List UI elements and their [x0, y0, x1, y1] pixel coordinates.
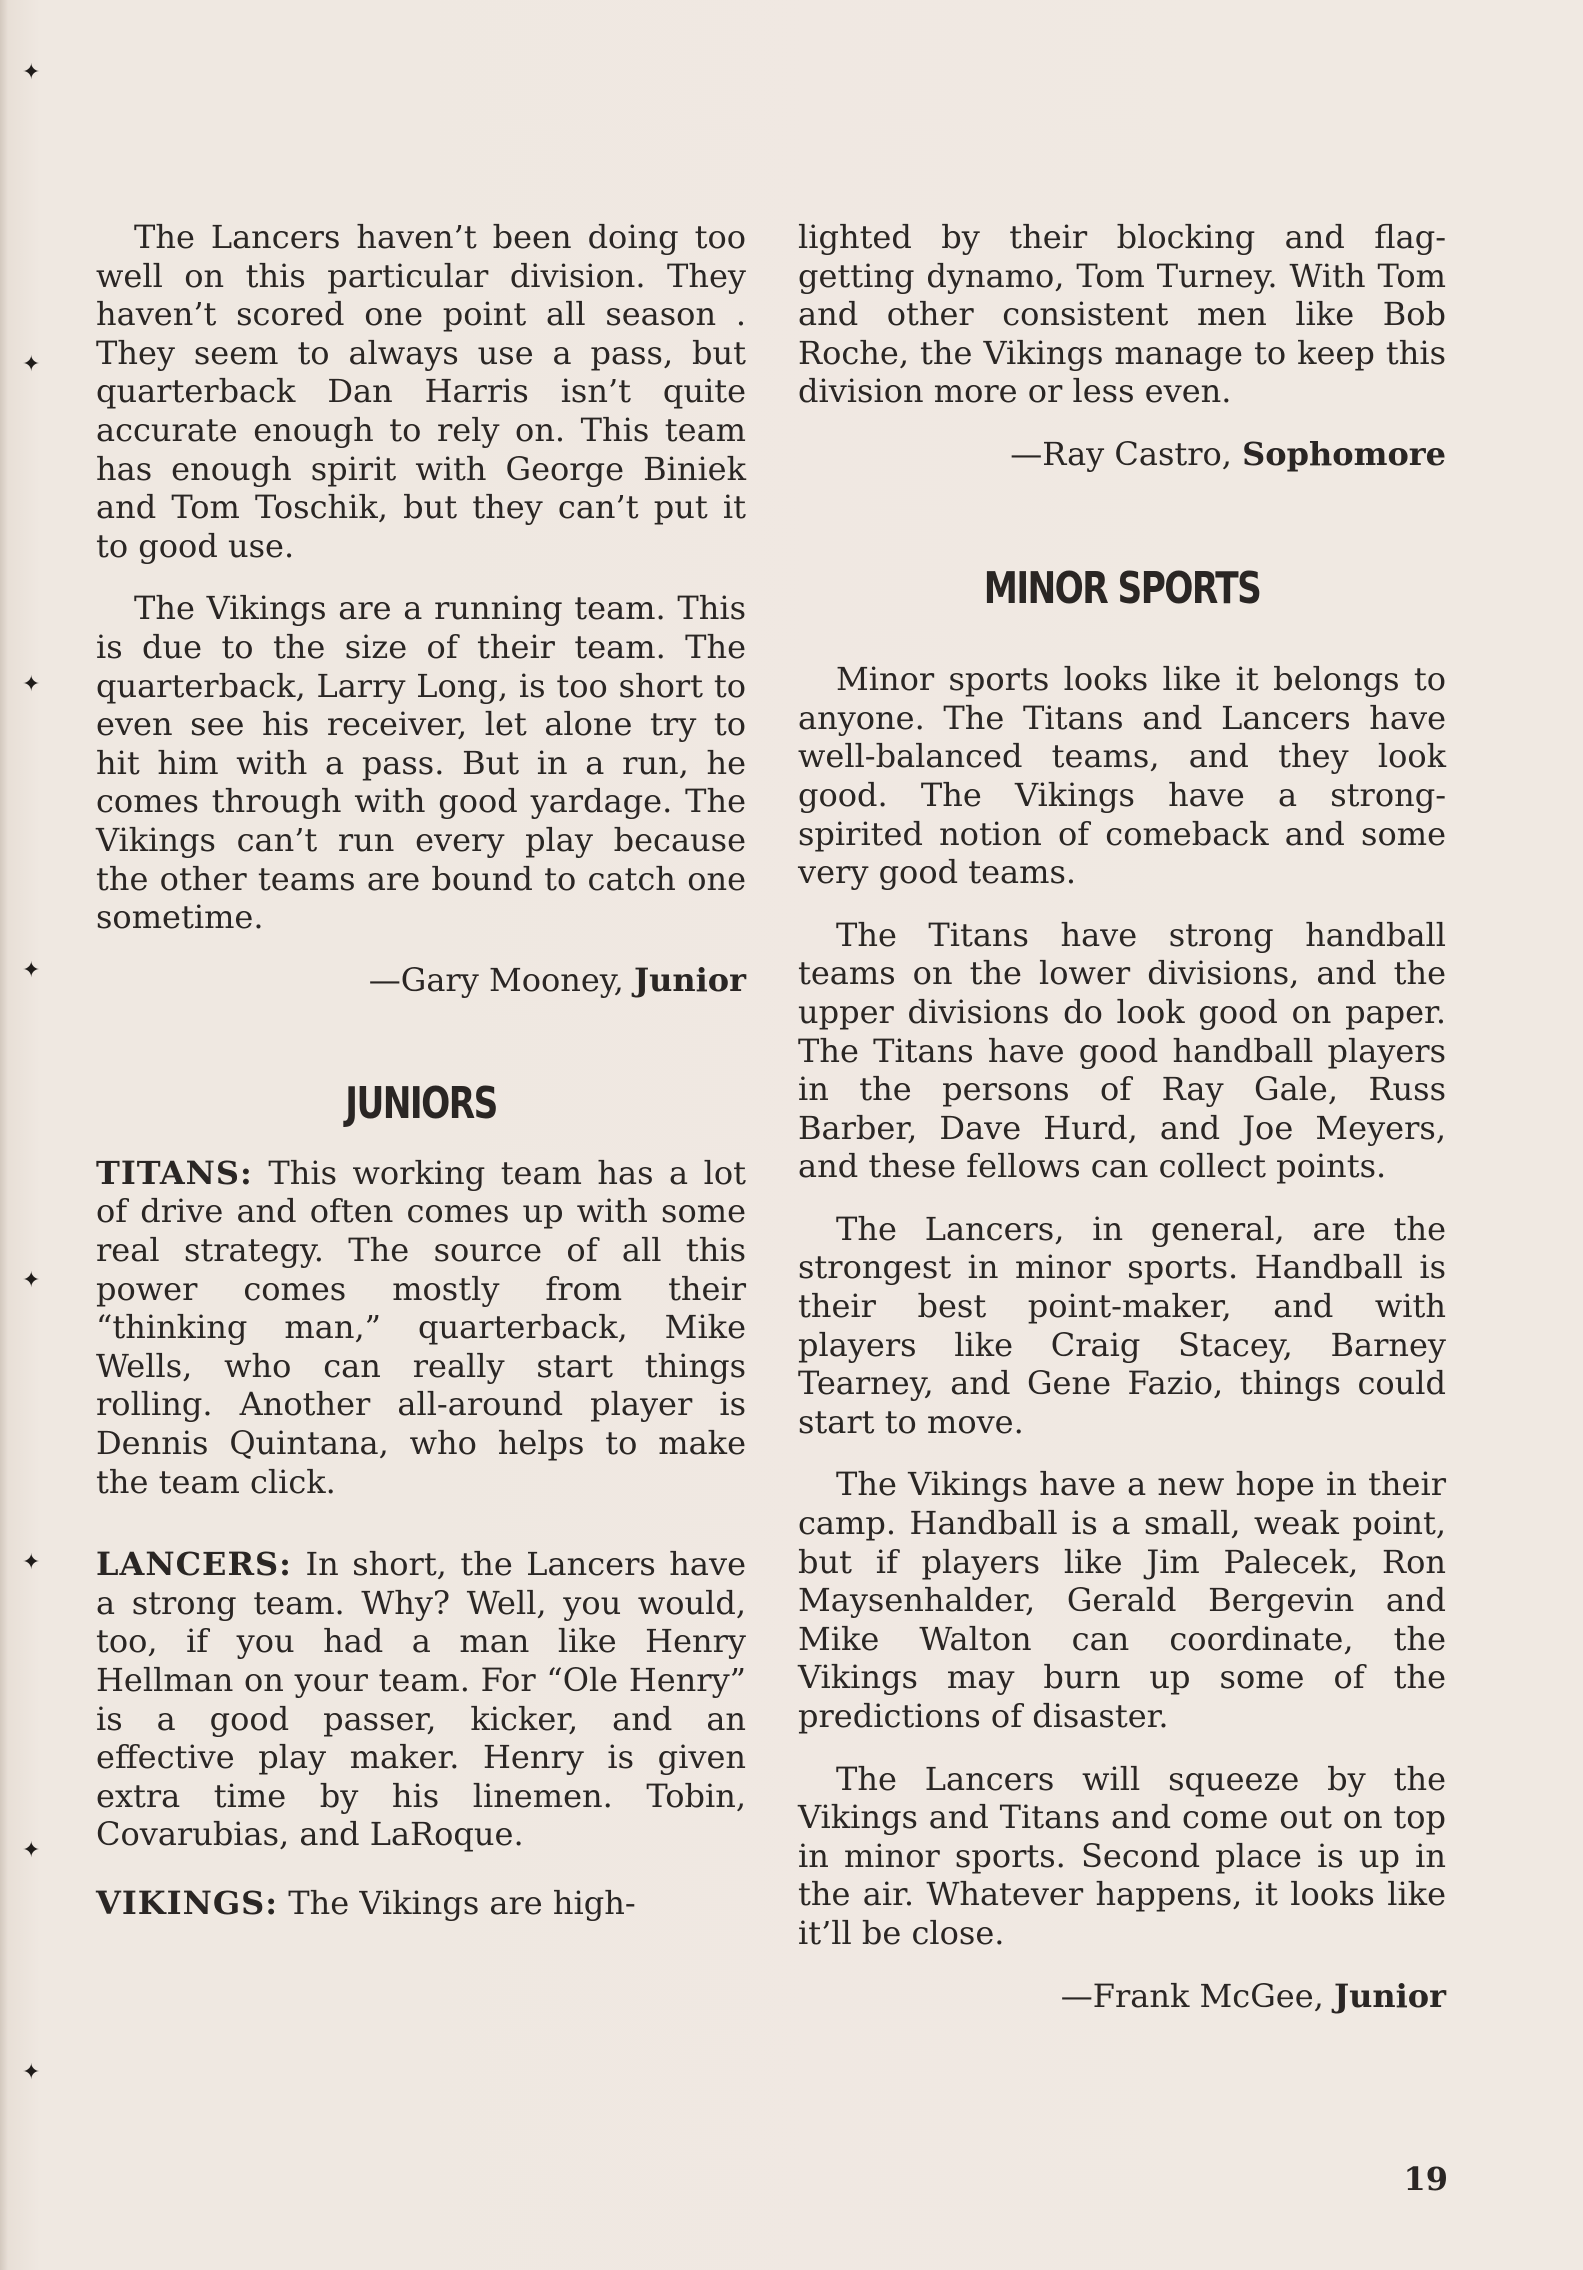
byline: [96, 961, 746, 1000]
team-paragraph-titans: [96, 1154, 746, 1501]
team-label: VIKINGS:: [96, 1883, 279, 1922]
byline-name: —Frank McGee,: [1060, 1976, 1324, 2015]
team-text: The Vikings are high-: [288, 1883, 636, 1922]
right-column: [798, 218, 1446, 2039]
binding-hole-mark: ✦: [22, 958, 41, 983]
byline-class: Junior: [633, 960, 746, 999]
byline-name: —Ray Castro,: [1010, 434, 1232, 473]
page-number: 19: [1403, 2160, 1448, 2198]
binding-hole-mark: ✦: [22, 672, 41, 697]
binding-hole-mark: ✦: [22, 352, 41, 377]
byline: [798, 1977, 1446, 2016]
paragraph: The Vikings have a new hope in their camp. Handball is a small, weak point, but if players like Jim Palecek, Ron Maysenhalder, Gerald Bergevin and Mike Walton can coordinate, the Vikings may burn up some of the predictions of disaster.: [798, 1465, 1446, 1735]
binding-hole-mark: ✦: [22, 1838, 41, 1863]
section-heading-juniors: JUNIORS: [345, 1078, 497, 1130]
team-paragraph-vikings: [96, 1884, 746, 1923]
paragraph: The Lancers haven’t been doing too well on this particular division. They haven’t scored one point all season . They seem to always use a pass, but quarterback Dan Harris isn’t quite accurate enough to rely on. This team has enough spirit with George Biniek and Tom Toschik, but they can’t put it to good use.: [96, 218, 746, 565]
byline: [798, 435, 1446, 474]
binding-edge: [0, 0, 8, 2270]
team-paragraph-lancers: [96, 1545, 746, 1854]
binding-hole-mark: ✦: [22, 60, 41, 85]
binding-hole-mark: ✦: [22, 2060, 41, 2085]
paragraph: The Lancers will squeeze by the Vikings and Titans and come out on top in minor sports. Second place is up in the air. Whatever happens, it looks like it’ll be close.: [798, 1759, 1446, 1952]
binding-hole-mark: ✦: [22, 1268, 41, 1293]
paragraph: Minor sports looks like it belongs to anyone. The Titans and Lancers have well-balanced teams, and they look good. The Vikings have a strong-spirited notion of comeback and some very good teams.: [798, 660, 1446, 892]
paragraph: The Vikings are a running team. This is due to the size of their team. The quarterback, Larry Long, is too short to even see his receiver, let alone try to hit him with a pass. But in a run, he comes through with good yardage. The Vikings can’t run every play because the other teams are bound to catch one sometime.: [96, 589, 746, 937]
binding-hole-mark: ✦: [22, 1550, 41, 1575]
byline-name: —Gary Mooney,: [368, 960, 624, 999]
paragraph: lighted by their blocking and flaggetting dynamo, Tom Turney. With Tom and other consistent men like Bob Roche, the Vikings manage to keep this division more or less even.: [798, 218, 1446, 411]
byline-class: Sophomore: [1242, 434, 1446, 473]
section-heading-minor-sports: MINOR SPORTS: [983, 562, 1261, 614]
team-label: LANCERS:: [96, 1545, 292, 1584]
team-text: In short, the Lancers have a strong team. Why? Well, you would, too, if you had a man like Henry Hellman on your team. For “Ole Henry” is a good passer, kicker, and an effective play maker. Henry is given extra time by his linemen. Tobin, Covarubias, and LaRoque.: [96, 1545, 747, 1854]
team-text: This working team has a lot of drive and often comes up with some real strategy. The source of all this power comes mostly from their “thinking man,” quarterback, Mike Wells, who can really start things rolling. Another all-around player is Dennis Quintana, who helps to make the team click.: [96, 1153, 747, 1501]
paragraph: The Titans have strong handball teams on the lower divisions, and the upper divisions do look good on paper. The Titans have good handball players in the persons of Ray Gale, Russ Barber, Dave Hurd, and Joe Meyers, and these fellows can collect points.: [798, 915, 1446, 1186]
team-label: TITANS:: [96, 1153, 253, 1192]
left-column: [96, 218, 746, 1947]
byline-class: Junior: [1333, 1976, 1446, 2015]
paragraph: The Lancers, in general, are the strongest in minor sports. Handball is their best point-maker, and with players like Craig Stacey, Barney Tearney, and Gene Fazio, things could start to move.: [798, 1209, 1446, 1441]
